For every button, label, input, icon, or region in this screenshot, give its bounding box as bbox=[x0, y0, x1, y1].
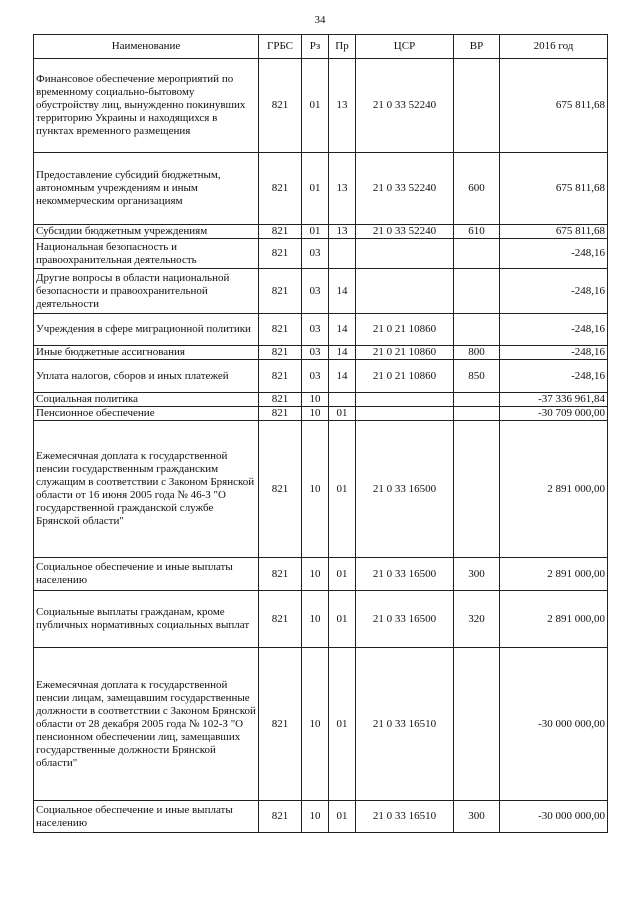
table-row bbox=[34, 346, 608, 360]
cell-amount: -248,16 bbox=[500, 360, 608, 393]
cell-rz: 10 bbox=[302, 801, 329, 833]
cell-grbs: 821 bbox=[259, 239, 302, 269]
cell-amount: 2 891 000,00 bbox=[500, 421, 608, 558]
cell-amount: -30 000 000,00 bbox=[500, 801, 608, 833]
table-row bbox=[34, 558, 608, 591]
table-row bbox=[34, 153, 608, 225]
cell-csr bbox=[356, 239, 454, 269]
cell-amount: -37 336 961,84 bbox=[500, 393, 608, 407]
cell-name: Предоставление субсидий бюджетным, автономным учреждениям и иным некоммерческим организациям bbox=[34, 153, 259, 225]
cell-amount: 675 811,68 bbox=[500, 59, 608, 153]
cell-pr: 01 bbox=[329, 591, 356, 648]
cell-rz: 10 bbox=[302, 558, 329, 591]
cell-vr bbox=[454, 648, 500, 801]
cell-name: Уплата налогов, сборов и иных платежей bbox=[34, 360, 259, 393]
cell-grbs: 821 bbox=[259, 269, 302, 314]
table-row bbox=[34, 801, 608, 833]
cell-amount: -248,16 bbox=[500, 269, 608, 314]
cell-amount: -248,16 bbox=[500, 239, 608, 269]
cell-name: Ежемесячная доплата к государственной пенсии государственным гражданским служащим в соответствии с Законом Брянской области от 16 июня 2005 года № 46-З "О государственной гражданской службе Брянской области" bbox=[34, 421, 259, 558]
cell-rz: 03 bbox=[302, 269, 329, 314]
cell-vr: 320 bbox=[454, 591, 500, 648]
column-header-csr: ЦСР bbox=[356, 35, 454, 59]
cell-csr: 21 0 21 10860 bbox=[356, 346, 454, 360]
cell-vr bbox=[454, 314, 500, 346]
cell-pr: 01 bbox=[329, 407, 356, 421]
cell-pr: 13 bbox=[329, 225, 356, 239]
cell-grbs: 821 bbox=[259, 346, 302, 360]
cell-grbs: 821 bbox=[259, 360, 302, 393]
cell-grbs: 821 bbox=[259, 153, 302, 225]
cell-vr bbox=[454, 59, 500, 153]
cell-pr: 13 bbox=[329, 59, 356, 153]
cell-amount: 2 891 000,00 bbox=[500, 558, 608, 591]
cell-csr: 21 0 33 16510 bbox=[356, 648, 454, 801]
column-header-grbs: ГРБС bbox=[259, 35, 302, 59]
cell-rz: 10 bbox=[302, 648, 329, 801]
cell-pr: 01 bbox=[329, 421, 356, 558]
cell-csr: 21 0 33 16500 bbox=[356, 421, 454, 558]
cell-amount: -30 709 000,00 bbox=[500, 407, 608, 421]
cell-grbs: 821 bbox=[259, 314, 302, 346]
cell-csr: 21 0 21 10860 bbox=[356, 314, 454, 346]
cell-grbs: 821 bbox=[259, 648, 302, 801]
cell-rz: 01 bbox=[302, 153, 329, 225]
cell-grbs: 821 bbox=[259, 225, 302, 239]
cell-name: Субсидии бюджетным учреждениям bbox=[34, 225, 259, 239]
column-header-name: Наименование bbox=[34, 35, 259, 59]
cell-vr: 300 bbox=[454, 801, 500, 833]
cell-amount: -248,16 bbox=[500, 346, 608, 360]
table-row bbox=[34, 225, 608, 239]
budget-table bbox=[33, 34, 608, 833]
cell-csr: 21 0 21 10860 bbox=[356, 360, 454, 393]
cell-grbs: 821 bbox=[259, 393, 302, 407]
cell-name: Учреждения в сфере миграционной политики bbox=[34, 314, 259, 346]
column-header-pr: Пр bbox=[329, 35, 356, 59]
cell-csr: 21 0 33 52240 bbox=[356, 153, 454, 225]
cell-csr bbox=[356, 393, 454, 407]
cell-name: Пенсионное обеспечение bbox=[34, 407, 259, 421]
table-row bbox=[34, 393, 608, 407]
column-header-vr: ВР bbox=[454, 35, 500, 59]
cell-vr bbox=[454, 239, 500, 269]
cell-amount: -30 000 000,00 bbox=[500, 648, 608, 801]
table-row bbox=[34, 314, 608, 346]
table-row bbox=[34, 59, 608, 153]
cell-vr: 610 bbox=[454, 225, 500, 239]
cell-grbs: 821 bbox=[259, 558, 302, 591]
cell-name: Другие вопросы в области национальной безопасности и правоохранительной деятельности bbox=[34, 269, 259, 314]
column-header-amount-2016: 2016 год bbox=[500, 35, 608, 59]
cell-vr bbox=[454, 407, 500, 421]
cell-rz: 10 bbox=[302, 591, 329, 648]
cell-csr bbox=[356, 407, 454, 421]
table-row bbox=[34, 421, 608, 558]
cell-grbs: 821 bbox=[259, 421, 302, 558]
cell-name: Финансовое обеспечение мероприятий по временному социально-бытовому обустройству лиц, вынужденно покинувших территорию Украины и находящихся в пунктах временного размещения bbox=[34, 59, 259, 153]
table-row bbox=[34, 239, 608, 269]
cell-name: Социальное обеспечение и иные выплаты населению bbox=[34, 558, 259, 591]
table-row bbox=[34, 648, 608, 801]
cell-rz: 10 bbox=[302, 407, 329, 421]
cell-pr bbox=[329, 239, 356, 269]
cell-amount: 2 891 000,00 bbox=[500, 591, 608, 648]
cell-pr: 01 bbox=[329, 558, 356, 591]
cell-amount: -248,16 bbox=[500, 314, 608, 346]
cell-vr: 600 bbox=[454, 153, 500, 225]
cell-rz: 03 bbox=[302, 346, 329, 360]
cell-csr: 21 0 33 52240 bbox=[356, 225, 454, 239]
cell-rz: 10 bbox=[302, 393, 329, 407]
table-row bbox=[34, 269, 608, 314]
cell-pr: 01 bbox=[329, 648, 356, 801]
cell-pr bbox=[329, 393, 356, 407]
column-header-rz: Рз bbox=[302, 35, 329, 59]
cell-vr: 850 bbox=[454, 360, 500, 393]
cell-vr: 300 bbox=[454, 558, 500, 591]
cell-rz: 03 bbox=[302, 360, 329, 393]
cell-name: Социальные выплаты гражданам, кроме публичных нормативных социальных выплат bbox=[34, 591, 259, 648]
table-row bbox=[34, 360, 608, 393]
cell-pr: 14 bbox=[329, 314, 356, 346]
cell-name: Социальная политика bbox=[34, 393, 259, 407]
cell-name: Ежемесячная доплата к государственной пенсии лицам, замещавшим государственные должности в соответствии с Законом Брянской области от 28 декабря 2005 года № 102-З "О пенсионном обеспечении лиц, замещавших государственные должности Брянской области" bbox=[34, 648, 259, 801]
cell-vr bbox=[454, 393, 500, 407]
cell-pr: 14 bbox=[329, 269, 356, 314]
cell-csr bbox=[356, 269, 454, 314]
cell-csr: 21 0 33 16500 bbox=[356, 558, 454, 591]
cell-name: Национальная безопасность и правоохранительная деятельность bbox=[34, 239, 259, 269]
cell-name: Иные бюджетные ассигнования bbox=[34, 346, 259, 360]
cell-csr: 21 0 33 52240 bbox=[356, 59, 454, 153]
cell-vr bbox=[454, 269, 500, 314]
cell-rz: 03 bbox=[302, 314, 329, 346]
cell-pr: 13 bbox=[329, 153, 356, 225]
cell-grbs: 821 bbox=[259, 407, 302, 421]
cell-pr: 14 bbox=[329, 360, 356, 393]
cell-grbs: 821 bbox=[259, 801, 302, 833]
cell-vr: 800 bbox=[454, 346, 500, 360]
cell-rz: 10 bbox=[302, 421, 329, 558]
cell-grbs: 821 bbox=[259, 591, 302, 648]
cell-grbs: 821 bbox=[259, 59, 302, 153]
cell-amount: 675 811,68 bbox=[500, 153, 608, 225]
cell-csr: 21 0 33 16510 bbox=[356, 801, 454, 833]
cell-name: Социальное обеспечение и иные выплаты населению bbox=[34, 801, 259, 833]
table-row bbox=[34, 407, 608, 421]
page-number: 34 bbox=[314, 14, 326, 26]
cell-csr: 21 0 33 16500 bbox=[356, 591, 454, 648]
cell-rz: 01 bbox=[302, 59, 329, 153]
table-row bbox=[34, 591, 608, 648]
cell-amount: 675 811,68 bbox=[500, 225, 608, 239]
cell-rz: 01 bbox=[302, 225, 329, 239]
header-row bbox=[34, 35, 608, 59]
cell-rz: 03 bbox=[302, 239, 329, 269]
cell-pr: 14 bbox=[329, 346, 356, 360]
cell-pr: 01 bbox=[329, 801, 356, 833]
cell-vr bbox=[454, 421, 500, 558]
